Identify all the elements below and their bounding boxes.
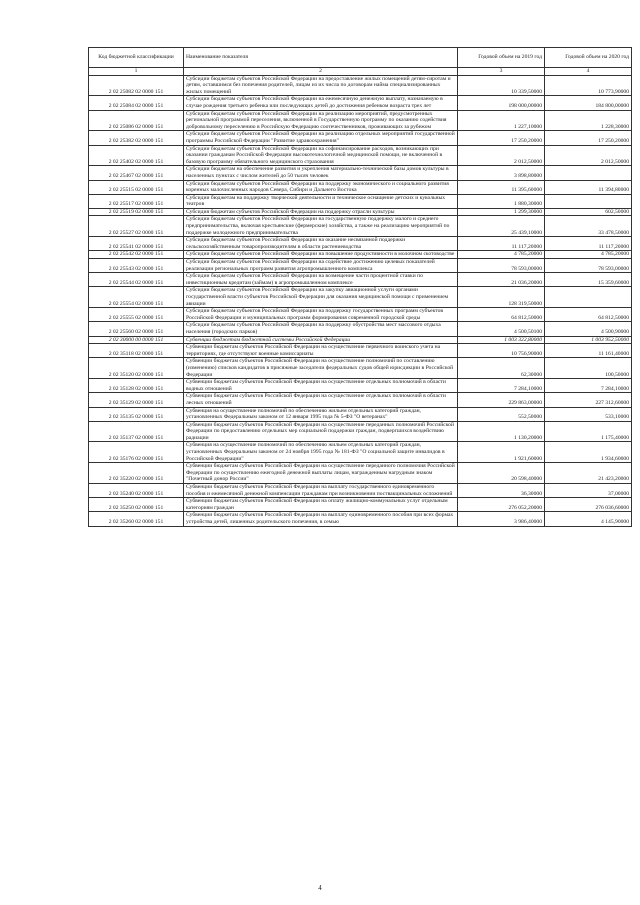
row-name: Субсидии бюджетам субъектов Российской Федерации на реализацию отдельных мероприятий государственной программы Российской Федерации "Развитие здравоохранения" bbox=[184, 131, 458, 145]
row-code: 2 02 35137 02 0000 151 bbox=[89, 421, 184, 442]
row-name: Субсидии бюджетам субъектов Российской Федерации на поддержку обустройства мест массового отдыха населения (городских парков) bbox=[184, 322, 458, 336]
row-code: 2 02 25517 02 0000 151 bbox=[89, 194, 184, 208]
row-value-2020: 1 175,40000 bbox=[545, 421, 632, 442]
row-value-2020: 37,00000 bbox=[545, 484, 632, 498]
row-value-2019: 64 812,50000 bbox=[458, 308, 545, 322]
row-name: Субсидии бюджетам субъектов Российской Федерации на содействие достижению целевых показателей реализации региональных программ развития агропромышленного комплекса bbox=[184, 259, 458, 273]
column-number-row bbox=[89, 68, 632, 76]
row-value-2020: 4 145,90000 bbox=[545, 512, 632, 526]
row-name: Субвенции бюджетам субъектов Российской Федерации на осуществление отдельных полномочий в области водных отношений bbox=[184, 379, 458, 393]
row-name: Субсидии бюджетам субъектов Российской Федерации на реализацию мероприятий, предусмотренных региональной программой переселения, включенной в Государственную программу по оказанию содействия добровольному переселению в Российскую Федерацию соотечественников, проживающих за рубежом bbox=[184, 110, 458, 131]
row-code: 2 02 25560 02 0000 151 bbox=[89, 322, 184, 336]
row-value-2019: 36,30000 bbox=[458, 484, 545, 498]
row-name: Субсидии бюджетам субъектов Российской Федерации на софинансирование расходов, возникающих при оказании гражданам Российской Федерации высокотехнологичной медицинской помощи, не включенной в базовую программу обязательного медицинского страхования bbox=[184, 145, 458, 166]
row-value-2020: 4 500,90000 bbox=[545, 322, 632, 336]
table-row bbox=[89, 498, 632, 512]
table-row bbox=[89, 442, 632, 463]
row-name: Субсидии бюджетам субъектов Российской Федерации на закупку авиационной услуги органами государственной власти субъектов Российской Федерации для оказания медицинской помощи с применением авиации bbox=[184, 287, 458, 308]
table-row bbox=[89, 463, 632, 484]
table-header-row bbox=[89, 48, 632, 68]
row-value-2020: 64 812,50000 bbox=[545, 308, 632, 322]
row-value-2020: 7 284,10000 bbox=[545, 379, 632, 393]
row-name: Субсидии бюджетам субъектов Российской Федерации на поддержку государственных программ субъектов Российской Федерации и муниципальных программ формирования современной городской среды bbox=[184, 308, 458, 322]
table-row bbox=[89, 322, 632, 336]
row-name: Субсидии бюджетам субъектов Российской Федерации на оказание несвязанной поддержки сельскохозяйственным товаропроизводителям в области растениеводства bbox=[184, 237, 458, 251]
row-name: Субсидии бюджетам субъектов Российской Федерации на возмещение части процентной ставки по инвестиционным кредитам (займам) в агропромышленном комплексе bbox=[184, 273, 458, 287]
row-code: 2 02 35120 02 0000 151 bbox=[89, 358, 184, 379]
row-value-2019: 1 921,60000 bbox=[458, 442, 545, 463]
row-code: 2 02 35220 02 0000 151 bbox=[89, 463, 184, 484]
row-code: 2 02 35176 02 0000 151 bbox=[89, 442, 184, 463]
row-value-2019: 1 130,20000 bbox=[458, 421, 545, 442]
row-value-2019: 20 598,40000 bbox=[458, 463, 545, 484]
row-value-2020: 78 593,00000 bbox=[545, 259, 632, 273]
row-value-2020: 17 250,20000 bbox=[545, 131, 632, 145]
row-value-2020: 1 934,60000 bbox=[545, 442, 632, 463]
header-name: Наименование показателя bbox=[184, 48, 458, 68]
table-row bbox=[89, 421, 632, 442]
table-row bbox=[89, 180, 632, 194]
row-value-2019: 2 012,50000 bbox=[458, 145, 545, 166]
row-value-2019: 10 339,50000 bbox=[458, 75, 545, 96]
table-row bbox=[89, 407, 632, 421]
row-value-2019: 21 036,20000 bbox=[458, 273, 545, 287]
row-name: Субвенции бюджетам субъектов Российской Федерации на оплату жилищно-коммунальных услуг отдельным категориям граждан bbox=[184, 498, 458, 512]
row-value-2020: 11 394,80000 bbox=[545, 180, 632, 194]
row-name: Субсидия бюджетам субъектов Российской Федерации на поддержку отрасли культуры bbox=[184, 208, 458, 216]
budget-table bbox=[88, 47, 632, 527]
row-code: 2 02 25402 02 0000 151 bbox=[89, 145, 184, 166]
row-code: 2 02 35260 02 0000 151 bbox=[89, 512, 184, 526]
header-2020: Годовой объем на 2020 год bbox=[545, 48, 632, 68]
row-code: 2 02 25519 02 0000 151 bbox=[89, 208, 184, 216]
table-row bbox=[89, 484, 632, 498]
row-name: Субсидии бюджетам на поддержку творческой деятельности и техническое оснащение детских и кукольных театров bbox=[184, 194, 458, 208]
row-value-2019: 1 880,30000 bbox=[458, 194, 545, 208]
row-name: Субвенции бюджетам субъектов Российской Федерации на осуществление первичного воинского учета на территориях, где отсутствуют военные комиссариаты bbox=[184, 344, 458, 358]
row-name: Субвенции бюджетам субъектов Российской Федерации на осуществление полномочий по составлению (изменению) списков кандидатов в присяжные заседатели федеральных судов общей юрисдикции в Российской Федерации bbox=[184, 358, 458, 379]
row-value-2019: 128 319,50000 bbox=[458, 287, 545, 308]
row-name: Субсидии бюджетам субъектов Российской Федерации на поддержку экономического и социального развития коренных малочисленных народов Севера, Сибири и Дальнего Востока bbox=[184, 180, 458, 194]
row-code: 2 02 35250 02 0000 151 bbox=[89, 498, 184, 512]
row-value-2019: 4 500,50100 bbox=[458, 322, 545, 336]
row-code: 2 02 25541 02 0000 151 bbox=[89, 237, 184, 251]
row-code: 2 02 25382 02 0000 151 bbox=[89, 131, 184, 145]
row-value-2020: 2 012,50000 bbox=[545, 145, 632, 166]
row-code: 2 02 25544 02 0000 151 bbox=[89, 273, 184, 287]
row-code: 2 02 25086 02 0000 151 bbox=[89, 110, 184, 131]
row-value-2020: 4 785,20000 bbox=[545, 251, 632, 259]
row-name: Субвенции бюджетам субъектов Российской Федерации на выплату государственного единовременного пособия и ежемесячной денежной компенсации гражданам при возникновении поствакцинальных осложнений bbox=[184, 484, 458, 498]
row-name: Субвенция на осуществление полномочий по обеспечению жильем отдельных категорий граждан, установленных Федеральным законом от 12 января 1995 года № 5-ФЗ "О ветеранах" bbox=[184, 407, 458, 421]
row-code: 2 02 35118 02 0000 151 bbox=[89, 344, 184, 358]
row-name: Субсидии бюджетам субъектов Российской Федерации на повышение продуктивности в молочном скотоводстве bbox=[184, 251, 458, 259]
table-row bbox=[89, 379, 632, 393]
row-value-2019: 11 395,60000 bbox=[458, 180, 545, 194]
row-value-2019: 10 756,90000 bbox=[458, 344, 545, 358]
header-2019: Годовой объем на 2019 год bbox=[458, 48, 545, 68]
table-row bbox=[89, 194, 632, 208]
table-row bbox=[89, 251, 632, 259]
row-name: Субсидии бюджетам субъектов Российской Федерации на предоставление жилых помещений детям-сиротам и детям, оставшимся без попечения родителей, лицам из их числа по договорам найма специализированных жилых помещений bbox=[184, 75, 458, 96]
table-row bbox=[89, 393, 632, 407]
row-code: 2 02 35129 02 0000 151 bbox=[89, 393, 184, 407]
row-name: Субвенции бюджетам субъектов Российской Федерации на осуществление переданного полномочия Российской Федерации по осуществлению ежегодной денежной выплаты лицам, награжденным нагрудным знаком "Почетный донор России" bbox=[184, 463, 458, 484]
table-row bbox=[89, 336, 632, 344]
row-code: 2 02 25467 02 0000 151 bbox=[89, 166, 184, 180]
table-row bbox=[89, 96, 632, 110]
row-name: Субвенции бюджетам бюджетной системы Российской Федерации bbox=[184, 336, 458, 344]
table-row bbox=[89, 208, 632, 216]
row-value-2020: 100,50000 bbox=[545, 358, 632, 379]
row-code: 2 02 25082 02 0000 151 bbox=[89, 75, 184, 96]
row-name: Субсидии бюджетам субъектов Российской Федерации на ежемесячную денежную выплату, назначаемую в случае рождения третьего ребенка или последующих детей до достижения ребенком возраста трех лет bbox=[184, 96, 458, 110]
column-number: 1 bbox=[89, 68, 184, 76]
table-row bbox=[89, 131, 632, 145]
row-code: 2 02 25515 02 0000 151 bbox=[89, 180, 184, 194]
row-value-2020: 10 773,90000 bbox=[545, 75, 632, 96]
table-row bbox=[89, 287, 632, 308]
table-row bbox=[89, 344, 632, 358]
row-value-2020: 1 003 952,50000 bbox=[545, 336, 632, 344]
row-value-2019: 276 052,20000 bbox=[458, 498, 545, 512]
row-value-2020: 11 117,20000 bbox=[545, 237, 632, 251]
row-value-2020: 227 312,60000 bbox=[545, 393, 632, 407]
row-value-2019: 62,30000 bbox=[458, 358, 545, 379]
row-name: Субсидии бюджетам субъектов Российской Федерации на государственную поддержку малого и среднего предпринимательства, включая крестьянские (фермерские) хозяйства, а также на реализацию мероприятий по поддержке молодежного предпринимательства bbox=[184, 216, 458, 237]
row-value-2020 bbox=[545, 287, 632, 308]
table-row bbox=[89, 237, 632, 251]
row-value-2019: 17 250,20000 bbox=[458, 131, 545, 145]
row-name: Субвенция на осуществление полномочий по обеспечению жильем отдельных категорий граждан, установленных Федеральным законом от 24 ноября 1995 года № 181-ФЗ "О социальной защите инвалидов в Российской Федерации" bbox=[184, 442, 458, 463]
row-code: 2 02 25543 02 0000 151 bbox=[89, 259, 184, 273]
row-value-2019: 3 898,80000 bbox=[458, 166, 545, 180]
row-value-2020: 33 478,50000 bbox=[545, 216, 632, 237]
page-number: 4 bbox=[318, 884, 322, 892]
row-value-2019: 11 117,20000 bbox=[458, 237, 545, 251]
row-value-2020: 21 423,20000 bbox=[545, 463, 632, 484]
row-value-2019: 229 863,00000 bbox=[458, 393, 545, 407]
row-name: Субвенции бюджетам субъектов Российской Федерации на осуществление переданных полномочий Российской Федерации по предоставлению отдельных мер социальной поддержки граждан, подвергшихся воздействию радиации bbox=[184, 421, 458, 442]
row-code: 2 02 35128 02 0000 151 bbox=[89, 379, 184, 393]
table-row bbox=[89, 216, 632, 237]
row-value-2019: 198 000,00000 bbox=[458, 96, 545, 110]
row-value-2020: 276 036,60000 bbox=[545, 498, 632, 512]
row-value-2019: 25 439,10000 bbox=[458, 216, 545, 237]
row-value-2020: 1 228,30000 bbox=[545, 110, 632, 131]
table-row bbox=[89, 273, 632, 287]
row-value-2019: 1 003 322,80000 bbox=[458, 336, 545, 344]
column-number: 2 bbox=[184, 68, 458, 76]
row-code: 2 02 30000 00 0000 151 bbox=[89, 336, 184, 344]
table-row bbox=[89, 166, 632, 180]
row-code: 2 02 25555 02 0000 151 bbox=[89, 308, 184, 322]
row-code: 2 02 25542 02 0000 151 bbox=[89, 251, 184, 259]
table-row bbox=[89, 145, 632, 166]
header-code: Код бюджетной классификации bbox=[89, 48, 184, 68]
row-value-2020: 184 800,00000 bbox=[545, 96, 632, 110]
row-name: Субвенции бюджетам субъектов Российской Федерации на осуществление отдельных полномочий в области лесных отношений bbox=[184, 393, 458, 407]
row-value-2020 bbox=[545, 166, 632, 180]
row-value-2020 bbox=[545, 194, 632, 208]
row-value-2019: 78 593,00000 bbox=[458, 259, 545, 273]
row-value-2019: 3 986,40000 bbox=[458, 512, 545, 526]
column-number: 3 bbox=[458, 68, 545, 76]
row-code: 2 02 25084 02 0000 151 bbox=[89, 96, 184, 110]
row-value-2020: 11 161,40000 bbox=[545, 344, 632, 358]
table-row bbox=[89, 512, 632, 526]
row-value-2019: 1 227,10000 bbox=[458, 110, 545, 131]
row-code: 2 02 25527 02 0000 151 bbox=[89, 216, 184, 237]
table-row bbox=[89, 259, 632, 273]
row-value-2020: 15 359,60000 bbox=[545, 273, 632, 287]
row-value-2019: 4 785,20000 bbox=[458, 251, 545, 259]
row-name: Субсидии бюджетам на обеспечение развития и укрепления материально-технической базы домов культуры в населенных пунктах с числом жителей до 50 тысяч человек bbox=[184, 166, 458, 180]
row-value-2019: 1 299,30000 bbox=[458, 208, 545, 216]
table-row bbox=[89, 110, 632, 131]
row-code: 2 02 35240 02 0000 151 bbox=[89, 484, 184, 498]
row-name: Субвенции бюджетам субъектов Российской Федерации на выплату единовременного пособия при всех формах устройства детей, лишенных родительского попечения, в семью bbox=[184, 512, 458, 526]
column-number: 4 bbox=[545, 68, 632, 76]
table-row bbox=[89, 308, 632, 322]
row-value-2020: 533,10000 bbox=[545, 407, 632, 421]
row-code: 2 02 35135 02 0000 151 bbox=[89, 407, 184, 421]
row-code: 2 02 25554 02 0000 151 bbox=[89, 287, 184, 308]
row-value-2019: 7 284,10000 bbox=[458, 379, 545, 393]
table-row bbox=[89, 358, 632, 379]
row-value-2020: 602,50000 bbox=[545, 208, 632, 216]
table-row bbox=[89, 75, 632, 96]
row-value-2019: 552,50000 bbox=[458, 407, 545, 421]
